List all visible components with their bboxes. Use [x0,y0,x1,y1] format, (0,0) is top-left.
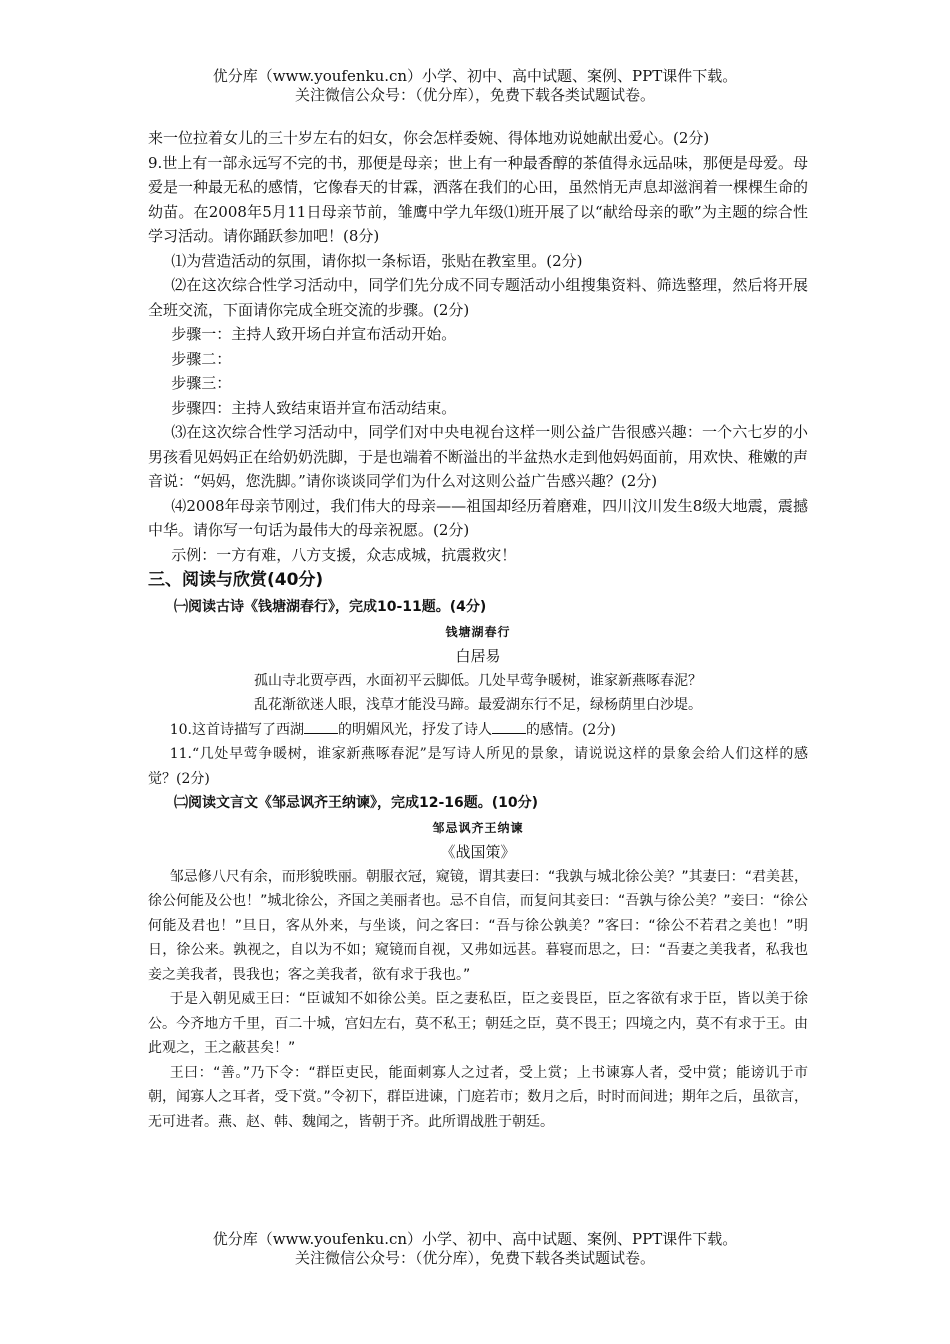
footer-line-2: 关注微信公众号：（优分库），免费下载各类试题试卷。 [294,1249,655,1267]
page-footer [0,1230,950,1268]
q9-step-2: 步骤二： [171,349,232,368]
q9-example: 示例：一方有难，八方支援，众志成城，抗震救灾！ [171,545,517,564]
classical-para-2: 于是入朝见威王曰：“臣诚知不如徐公美。臣之妻私臣，臣之妾畏臣，臣之客欲有求于臣，皆以美于徐公。今齐地方千里，百二十城，宫妇左右，莫不私王；朝廷之臣，莫不畏王；四境之内，莫不有求于王。由此观之，王之蔽甚矣！” [148,991,808,1056]
q9-part-1: ⑴为营造活动的氛围，请你拟一条标语，张贴在教室里。(2分) [171,251,583,270]
q10-part-c: 的感情。(2分) [525,721,616,738]
footer-line-1: 优分库（www.youfenku.cn）小学、初中、高中试题、案例、PPT课件下载。 [212,1230,738,1248]
page-content [148,126,808,1134]
header-line-2: 关注微信公众号：（优分库），免费下载各类试题试卷。 [294,86,655,104]
q9-intro: 9.世上有一部永远写不完的书，那便是母亲；世上有一种最香醇的茶值得永远品味，那便是母爱。母爱是一种最无私的感情，它像春天的甘霖，洒落在我们的心田，虽然悄无声息却滋润着一棵棵生命的幼苗。在2008年5月11日母亲节前，雏鹰中学九年级⑴班开展了以“献给母亲的歌”为主题的综合性学习活动。请你踊跃参加吧！(8分) [148,153,809,245]
q8-tail: 来一位拉着女儿的三十岁左右的妇女，你会怎样委婉、得体地劝说她献出爱心。(2分) [148,129,710,147]
q9-step-4: 步骤四：主持人致结束语并宣布活动结束。 [171,398,457,417]
poem-line-2: 乱花渐欲迷人眼，浅草才能没马蹄。最爱湖东行不足，绿杨荫里白沙堤。 [254,697,702,713]
q9-step-3: 步骤三： [171,374,232,392]
classical-para-3: 王曰：“善。”乃下令：“群臣吏民，能面刺寡人之过者，受上赏；上书谏寡人者，受中赏；能谤讥于市朝，闻寡人之耳者，受下赏。”令初下，群臣进谏，门庭若市；数月之后，时时而间进；期年之后，虽欲言，无可进者。燕、赵、韩、魏闻之，皆朝于齐。此所谓战胜于朝廷。 [148,1064,808,1130]
q9-part-4: ⑷2008年母亲节刚过，我们伟大的母亲——祖国却经历着磨难，四川汶川发生8级大地震，震撼中华。请你写一句话为最伟大的母亲祝愿。(2分) [148,496,808,539]
poem-author: 白居易 [455,647,501,665]
poem-line-1: 孤山寺北贾亭西，水面初平云脚低。几处早莺争暖树，谁家新燕啄春泥？ [254,672,702,689]
q10-part-a: 10.这首诗描写了西湖 [169,721,304,738]
text-title: 邹忌讽齐王纳谏 [432,820,524,835]
text-source: 《战国策》 [440,843,516,861]
poem-title: 钱塘湖春行 [445,624,511,639]
q11: 11.“几处早莺争暖树，谁家新燕啄春泥”是写诗人所见的景象，请说说这样的景象会给人们这样的感觉？(2分) [148,746,808,787]
section-3-heading: 三、阅读与欣赏(40分) [148,570,324,590]
q9-step-1: 步骤一：主持人致开场白并宣布活动开始。 [171,325,457,343]
header-line-1: 优分库（www.youfenku.cn）小学、初中、高中试题、案例、PPT课件下载。 [212,67,738,85]
q10 [148,718,808,743]
classical-para-1: 邹忌修八尺有余，而形貌昳丽。朝服衣冠，窥镜，谓其妻曰：“我孰与城北徐公美？”其妻曰：“君美甚，徐公何能及公也！”城北徐公，齐国之美丽者也。忌不自信，而复问其妾曰：“吾孰与徐公美？”妾曰：“徐公何能及君也！”旦日，客从外来，与坐谈，问之客曰：“吾与徐公孰美？”客曰：“徐公不若君之美也！”明日，徐公来。孰视之，自以为不如；窥镜而自视，又弗如远甚。暮寝而思之，曰：“吾妻之美我者，私我也妾之美我者，畏我也；客之美我者，欲有求于我也。” [148,868,808,983]
q10-blank-2[interactable] [492,719,526,734]
part-1-heading: ㈠阅读古诗《钱塘湖春行》，完成10-11题。(4分) [174,599,487,615]
q9-part-3: ⑶在这次综合性学习活动中，同学们对中央电视台这样一则公益广告很感兴趣：一个六七岁的小男孩看见妈妈正在给奶奶洗脚，于是也端着不断溢出的半盆热水走到他妈妈面前，用欢快、稚嫩的声音说：“妈妈，您洗脚。”请你谈谈同学们为什么对这则公益广告感兴趣？(2分) [148,423,809,490]
part-2-heading: ㈡阅读文言文《邹忌讽齐王纳谏》，完成12-16题。(10分) [174,795,539,811]
page-header [0,67,950,105]
q9-part-2: ⑵在这次综合性学习活动中，同学们先分成不同专题活动小组搜集资料、筛选整理，然后将开展全班交流，下面请你完成全班交流的步骤。(2分) [148,276,808,319]
q10-part-b: 的明媚风光，抒发了诗人 [337,721,492,738]
q10-blank-1[interactable] [304,719,338,734]
